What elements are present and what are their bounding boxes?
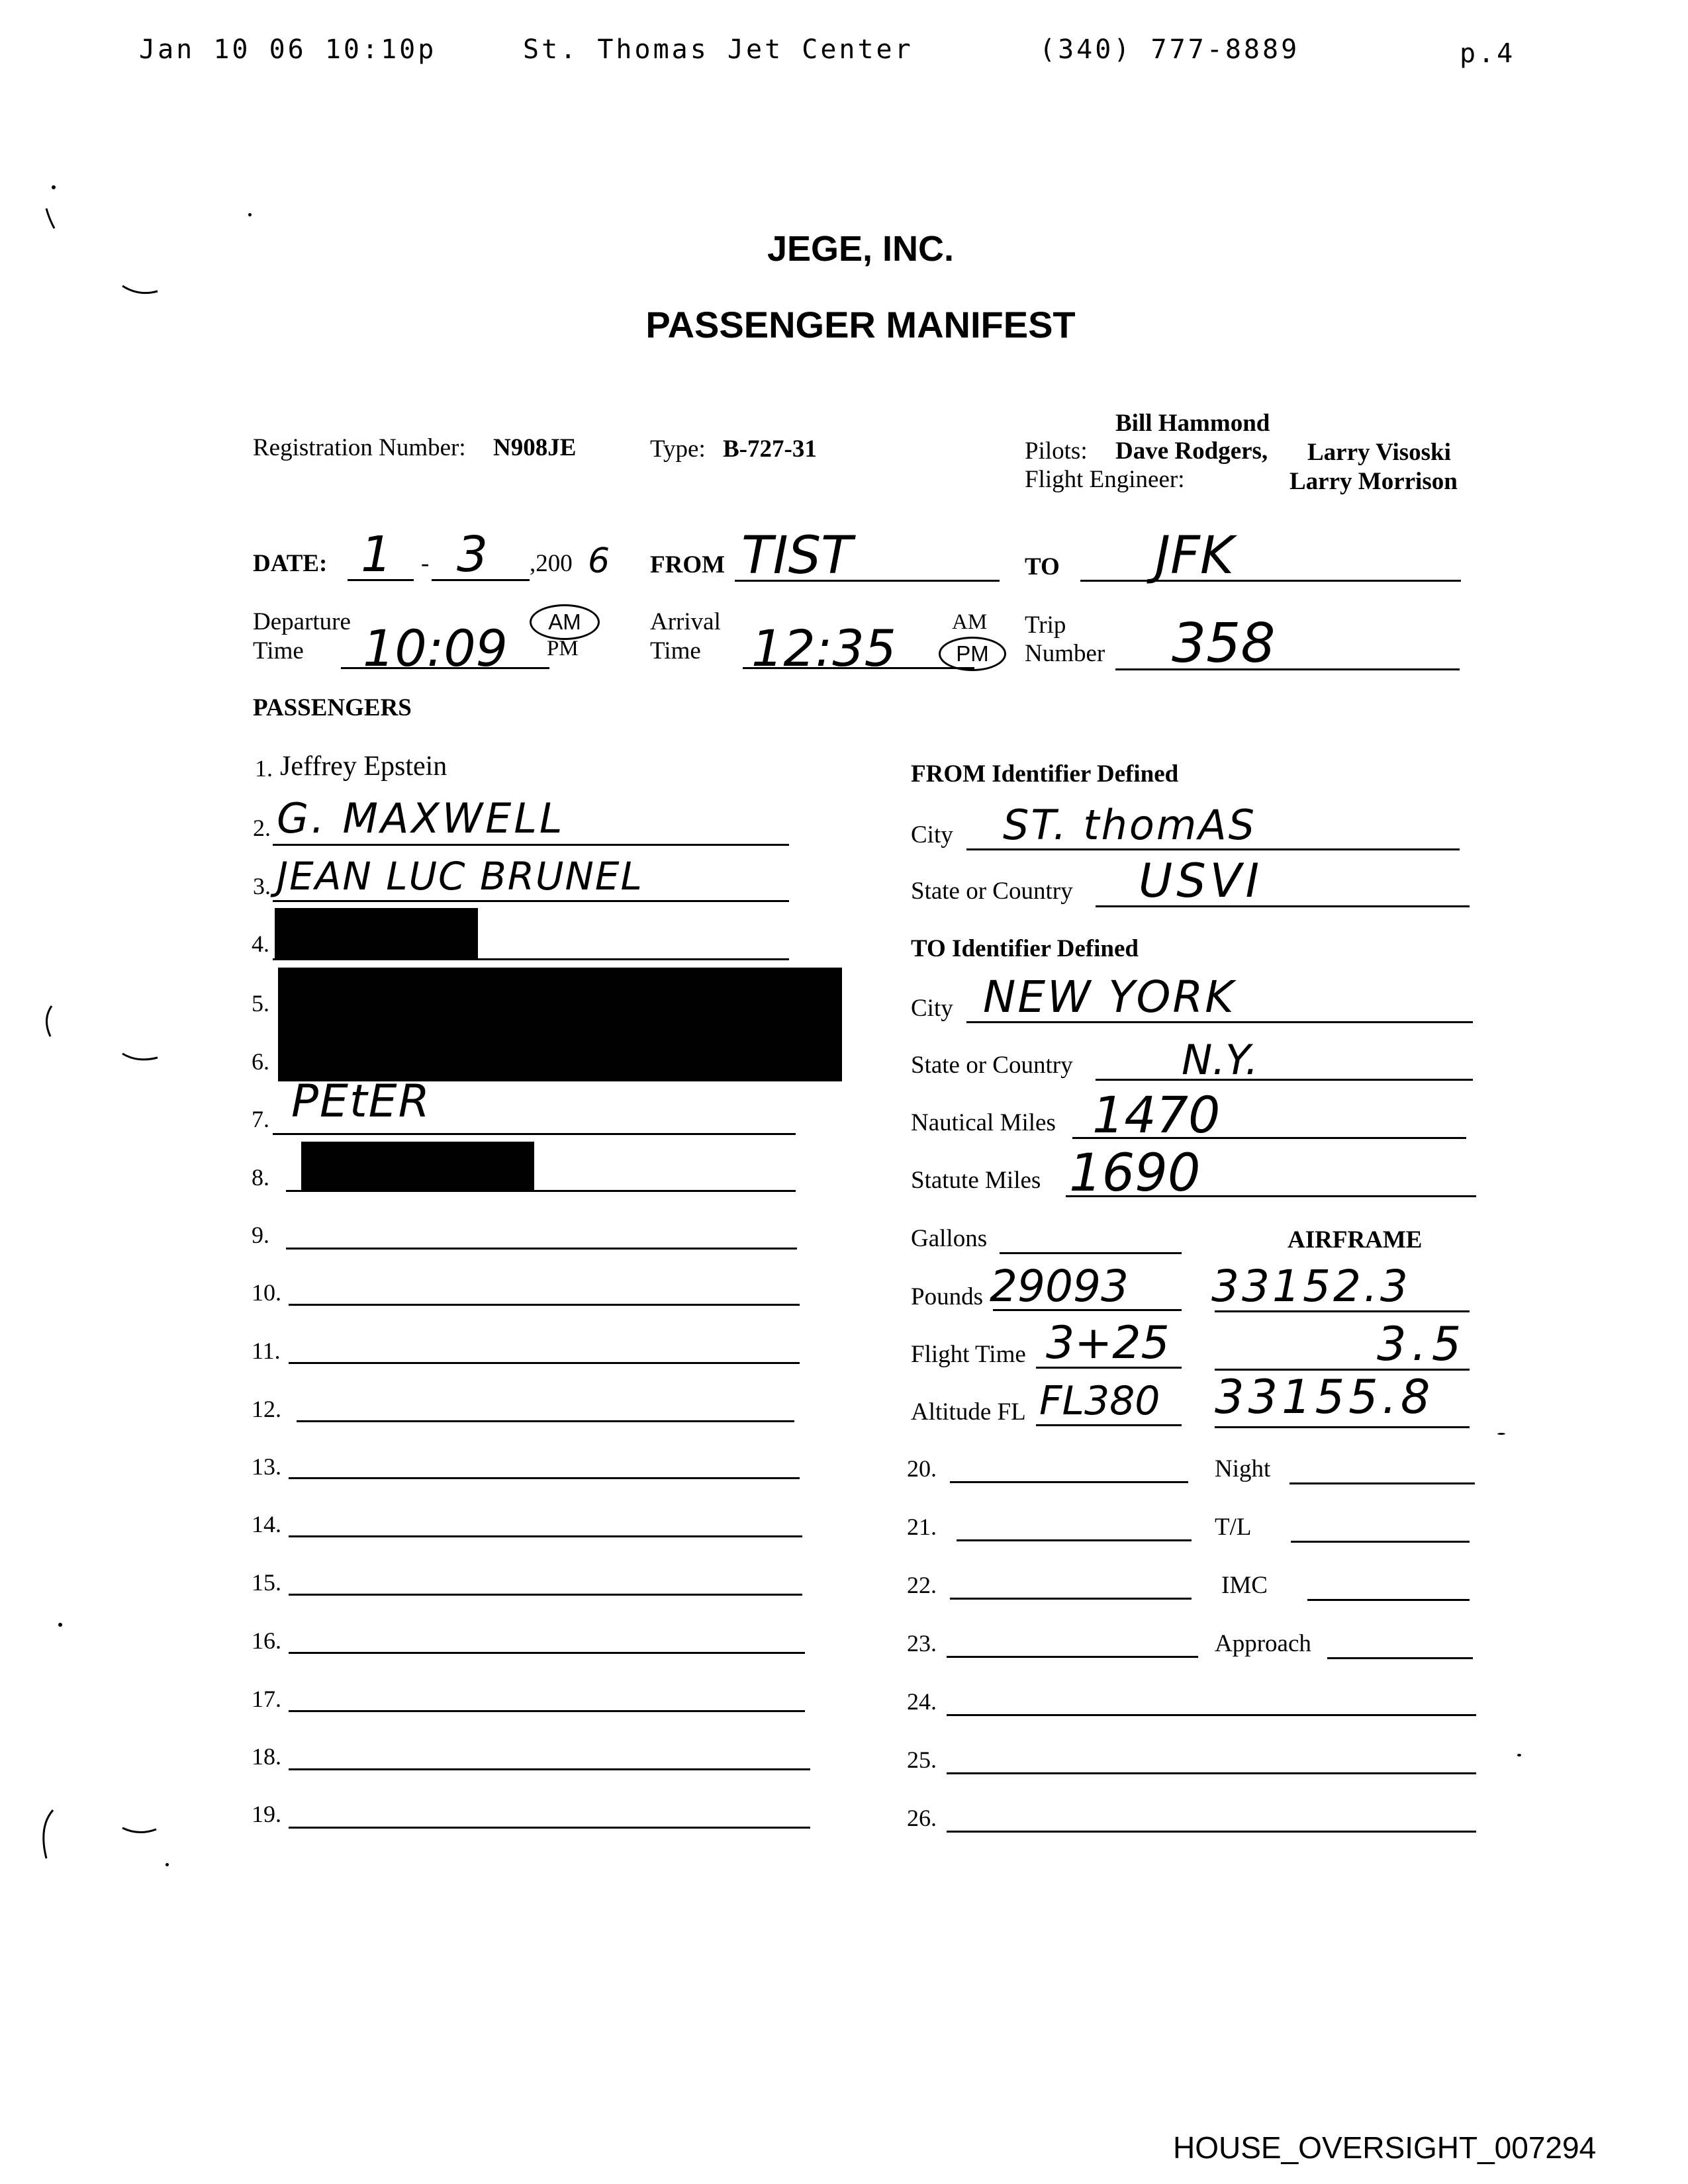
pilots-label: Pilots: [1025, 437, 1088, 465]
from-state-value: USVI [1139, 854, 1264, 908]
statute-miles-label: Statute Miles [911, 1167, 1041, 1194]
date-separator: - [421, 550, 430, 577]
scan-speck [165, 1863, 169, 1866]
type-value: B-727-31 [723, 435, 817, 463]
trip-number-label-2: Number [1025, 640, 1105, 667]
nautical-miles-value: 1470 [1092, 1085, 1221, 1144]
passenger-number: 4. [252, 931, 269, 957]
passenger-number: 19. [252, 1801, 281, 1827]
scan-speck [248, 213, 252, 216]
to-airport-value: JFK [1155, 526, 1235, 586]
passenger-number: 8. [252, 1164, 269, 1191]
to-state-value: N.Y. [1182, 1036, 1258, 1084]
scan-speck [1517, 1754, 1521, 1756]
passenger-number: 15. [252, 1569, 281, 1596]
pilot-name-2: Dave Rodgers, [1115, 437, 1268, 465]
passenger-number: 10. [252, 1279, 281, 1306]
passenger-number: 16. [252, 1627, 281, 1654]
passenger-name: JEAN LUC BRUNEL [277, 854, 643, 899]
bates-number: HOUSE_OVERSIGHT_007294 [1173, 2130, 1597, 2165]
row-number: 23. [907, 1630, 937, 1657]
pounds-airframe-value: 33152.3 [1211, 1261, 1411, 1312]
scan-speck [1497, 1433, 1505, 1435]
from-city-label: City [911, 821, 953, 848]
pilot-name-3: Larry Visoski [1307, 439, 1451, 466]
passenger-number: 1. [255, 755, 273, 782]
imc-label: IMC [1221, 1572, 1268, 1599]
departure-label-1: Departure [253, 608, 351, 635]
row-number: 22. [907, 1572, 937, 1598]
passenger-number: 6. [252, 1048, 269, 1075]
document-title: PASSENGER MANIFEST [645, 304, 1076, 345]
flight-engineer-label: Flight Engineer: [1025, 466, 1185, 493]
arrival-label-1: Arrival [650, 608, 721, 635]
from-airport-value: TIST [741, 526, 853, 586]
passenger-name: G. MAXWELL [277, 794, 565, 842]
fax-timestamp: Jan 10 06 10:10p [139, 34, 437, 65]
from-label: FROM [650, 551, 726, 578]
from-city-value: ST. thomAS [1003, 801, 1256, 849]
gallons-label: Gallons [911, 1225, 988, 1252]
to-state-label: State or Country [911, 1052, 1073, 1079]
fax-sender: St. Thomas Jet Center [523, 34, 914, 65]
pounds-value: 29093 [990, 1261, 1129, 1312]
scan-speck [58, 1623, 62, 1627]
arrival-pm-circled: PM [939, 637, 1006, 671]
pilot-name-top: Bill Hammond [1115, 410, 1270, 437]
passenger-number: 3. [253, 873, 271, 899]
tl-label: T/L [1215, 1514, 1252, 1541]
passenger-number: 17. [252, 1686, 281, 1712]
approach-label: Approach [1215, 1630, 1311, 1657]
to-identifier-heading: TO Identifier Defined [911, 935, 1139, 962]
row-number: 25. [907, 1747, 937, 1773]
from-state-label: State or Country [911, 878, 1073, 905]
passenger-number: 11. [252, 1338, 281, 1364]
scan-speck [52, 185, 56, 189]
to-label: TO [1025, 553, 1060, 580]
date-year-prefix: ,200 [530, 550, 573, 577]
row-number: 20. [907, 1455, 937, 1482]
night-label: Night [1215, 1455, 1271, 1482]
departure-label-2: Time [253, 637, 304, 664]
pounds-label: Pounds [911, 1283, 983, 1310]
altitude-value: FL380 [1039, 1378, 1160, 1424]
flight-engineer-value: Larry Morrison [1289, 468, 1458, 495]
registration-value: N908JE [493, 434, 577, 461]
arrival-label-2: Time [650, 637, 701, 664]
passenger-number: 2. [253, 815, 271, 841]
nautical-miles-label: Nautical Miles [911, 1109, 1056, 1136]
passenger-number: 5. [252, 990, 269, 1017]
to-city-label: City [911, 995, 953, 1022]
airframe-heading: AIRFRAME [1288, 1226, 1423, 1253]
departure-pm: PM [547, 637, 579, 660]
flight-time-airframe-value: 3.5 [1377, 1317, 1467, 1371]
altitude-label: Altitude FL [911, 1398, 1026, 1426]
arrival-am: AM [952, 610, 988, 634]
type-label: Type: [650, 435, 706, 463]
arrival-time-value: 12:35 [751, 619, 897, 678]
company-title: JEGE, INC. [767, 229, 955, 269]
passenger-number: 12. [252, 1396, 281, 1422]
trip-number-value: 358 [1172, 612, 1276, 675]
passenger-number: 7. [252, 1106, 269, 1132]
passenger-name: PEtER [291, 1075, 431, 1128]
trip-number-label-1: Trip [1025, 612, 1066, 639]
fax-page-number: p.4 [1460, 38, 1516, 69]
date-month: 1 [361, 526, 393, 583]
from-identifier-heading: FROM Identifier Defined [911, 760, 1179, 788]
row-number: 24. [907, 1688, 937, 1715]
to-city-value: NEW YORK [983, 972, 1236, 1023]
departure-time-value: 10:09 [363, 619, 508, 678]
registration-label: Registration Number: [253, 434, 466, 461]
fax-phone: (340) 777-8889 [1039, 34, 1300, 65]
flight-time-label: Flight Time [911, 1341, 1026, 1368]
date-label: DATE: [253, 550, 328, 577]
statute-miles-value: 1690 [1069, 1144, 1201, 1203]
passenger-number: 18. [252, 1743, 281, 1770]
passenger-number: 9. [252, 1222, 269, 1248]
passenger-number: 13. [252, 1453, 281, 1480]
departure-am-circled: AM [530, 604, 600, 640]
date-year-digit: 6 [588, 541, 610, 581]
row-number: 26. [907, 1805, 937, 1831]
passenger-name: Jeffrey Epstein [280, 751, 447, 782]
altitude-airframe-value: 33155.8 [1215, 1370, 1434, 1424]
row-number: 21. [907, 1514, 937, 1540]
date-day: 3 [457, 526, 489, 583]
passenger-number: 14. [252, 1511, 281, 1537]
flight-time-value: 3+25 [1046, 1317, 1170, 1369]
passengers-heading: PASSENGERS [253, 694, 412, 721]
